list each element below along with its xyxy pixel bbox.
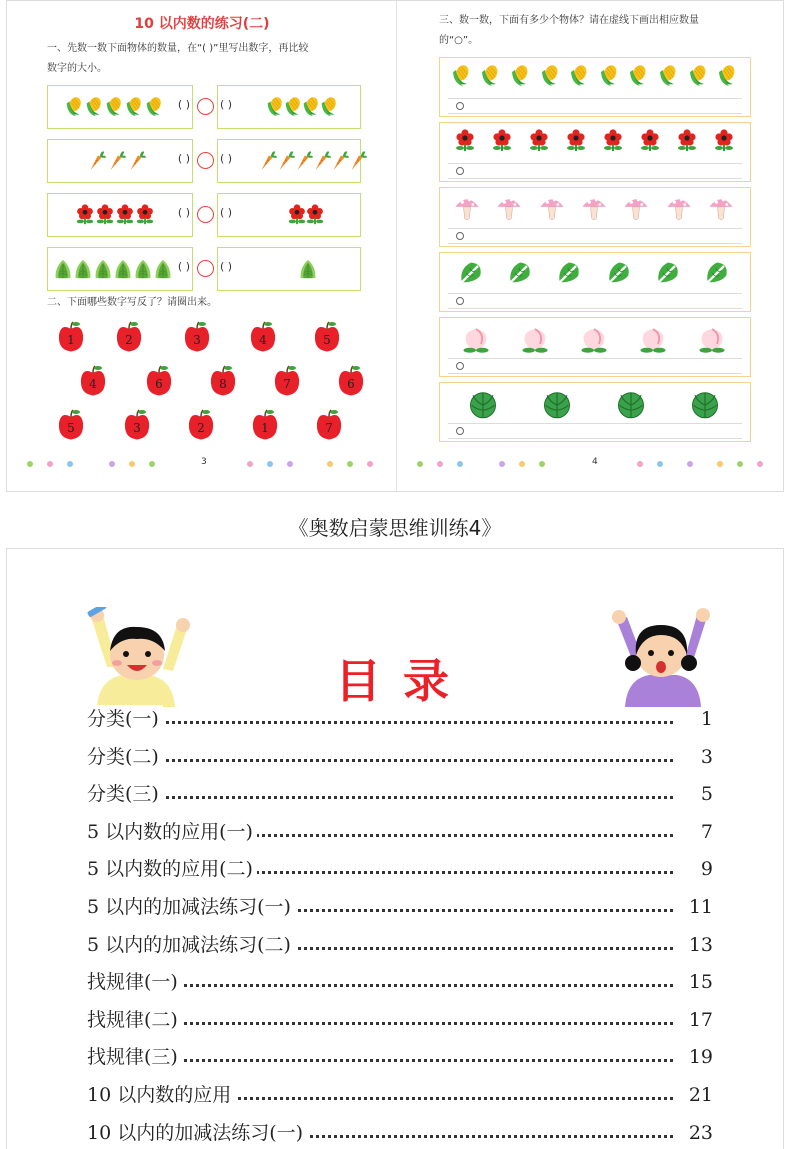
toc-entry-page: 1: [700, 708, 713, 730]
mushroom-icon: [707, 194, 735, 222]
cabbage-icon: [616, 389, 646, 419]
right-count-box: [217, 85, 361, 129]
vegetable-icon: [703, 259, 731, 287]
corn-icon: [686, 64, 710, 88]
writing-line: [448, 358, 742, 359]
toc-entry-label: 5 以内数的应用(二): [87, 855, 257, 883]
flower-icon: [134, 204, 156, 226]
book-title: 《奥数启蒙思维训练4》: [288, 516, 502, 540]
peach-icon: [579, 324, 609, 354]
decor-dot: [247, 461, 253, 467]
corn-icon: [103, 96, 125, 118]
vegetable-icon: [506, 259, 534, 287]
flower-icon: [453, 129, 477, 153]
question-1-line-2: 数字的大小。: [47, 63, 107, 74]
toc-entry[interactable]: [87, 743, 713, 773]
answer-blank[interactable]: ( ): [220, 152, 233, 165]
corn-icon: [508, 64, 532, 88]
writing-line: [448, 243, 742, 244]
toc-entry[interactable]: [87, 1043, 713, 1073]
corn-icon: [626, 64, 650, 88]
answer-blank[interactable]: ( ): [177, 206, 190, 219]
writing-line: [448, 308, 742, 309]
svg-text:7: 7: [325, 421, 333, 435]
peach-icon: [697, 324, 727, 354]
apple-digit[interactable]: [337, 365, 365, 397]
toc-entry-label: 5 以内的加减法练习(一): [87, 893, 295, 921]
toc-entry-page: 19: [688, 1046, 713, 1069]
mushroom-icon: [538, 194, 566, 222]
writing-line: [448, 423, 742, 424]
book-spread: [6, 0, 784, 492]
apple-digit[interactable]: [145, 365, 173, 397]
right-count-box: [217, 193, 361, 237]
answer-blank[interactable]: ( ): [220, 98, 233, 111]
carrot-icon: [125, 150, 147, 172]
apple-digit[interactable]: [79, 365, 107, 397]
sample-circle: [456, 232, 464, 240]
page-number: 4: [592, 457, 598, 467]
peach-icon: [638, 324, 668, 354]
toc-entry-label: 找规律(一): [87, 968, 182, 996]
question-3-line-1: 三、数一数，下面有多少个物体？请在虚线下画出相应数量: [439, 15, 699, 26]
writing-line: [448, 178, 742, 179]
svg-text:5: 5: [323, 333, 331, 347]
toc-entry-page: 7: [700, 820, 713, 843]
apple-digit[interactable]: [313, 321, 341, 353]
girl-illustration: [603, 607, 733, 707]
decor-dot: [367, 461, 373, 467]
count-box: [439, 252, 751, 312]
bamboo-shoot-icon: [92, 258, 114, 280]
writing-line: [448, 163, 742, 164]
toc-entry-label: 分类(二): [87, 743, 163, 771]
vegetable-icon: [555, 259, 583, 287]
bamboo-shoot-icon: [132, 258, 154, 280]
sample-circle: [456, 167, 464, 175]
toc-entry-label: 找规律(三): [87, 1043, 182, 1071]
flower-icon: [564, 129, 588, 153]
left-count-box: [47, 139, 193, 183]
svg-text:4: 4: [259, 333, 267, 347]
corn-icon: [143, 96, 165, 118]
apple-digit[interactable]: [251, 409, 279, 441]
vegetable-icon: [457, 259, 485, 287]
mushroom-icon: [453, 194, 481, 222]
decor-dot: [437, 461, 443, 467]
vegetable-icon: [605, 259, 633, 287]
flower-icon: [712, 129, 736, 153]
answer-blank[interactable]: ( ): [220, 260, 233, 273]
compare-circle[interactable]: [197, 206, 214, 223]
writing-line: [448, 228, 742, 229]
exercise-title: 10 以内数的练习(二): [134, 16, 270, 32]
toc-entry[interactable]: [87, 931, 713, 961]
svg-text:1: 1: [261, 421, 269, 435]
left-count-box: [47, 85, 193, 129]
decor-dot: [27, 461, 33, 467]
toc-entry-page: 21: [688, 1084, 713, 1106]
decor-dot: [539, 461, 545, 467]
compare-circle[interactable]: [197, 260, 214, 277]
count-box: [439, 317, 751, 377]
apple-digit[interactable]: [273, 365, 301, 397]
sample-circle: [456, 102, 464, 110]
toc-entry-label: 10 以内数的应用: [87, 1081, 235, 1109]
bamboo-shoot-icon: [152, 258, 174, 280]
toc-entry[interactable]: [87, 705, 713, 735]
toc-entry-page: 3: [700, 745, 713, 768]
svg-text:8: 8: [219, 377, 227, 391]
corn-icon: [656, 64, 680, 88]
toc-entry[interactable]: [87, 1081, 713, 1111]
decor-dot: [67, 461, 73, 467]
writing-line: [448, 113, 742, 114]
toc-entry[interactable]: [87, 893, 713, 923]
bamboo-shoot-icon: [112, 258, 134, 280]
decor-dot: [757, 461, 763, 467]
decor-dot: [327, 461, 333, 467]
svg-text:2: 2: [125, 333, 133, 347]
count-box: [439, 187, 751, 247]
left-count-box: [47, 247, 193, 291]
decor-dot: [457, 461, 463, 467]
carrot-icon: [85, 150, 107, 172]
writing-line: [448, 373, 742, 374]
corn-icon: [123, 96, 145, 118]
toc-leader-dots: [87, 721, 673, 724]
toc-entry-page: 5: [700, 783, 713, 806]
svg-text:4: 4: [89, 377, 97, 391]
apple-digit[interactable]: [57, 321, 85, 353]
cabbage-icon: [690, 389, 720, 419]
flower-icon: [74, 204, 96, 226]
toc-entry-page: 9: [700, 858, 713, 881]
corn-icon: [63, 96, 85, 118]
apple-digit[interactable]: [123, 409, 151, 441]
decor-dot: [417, 461, 423, 467]
flower-icon: [675, 129, 699, 153]
vegetable-icon: [654, 259, 682, 287]
toc-entry-label: 找规律(二): [87, 1006, 182, 1034]
writing-line: [448, 293, 742, 294]
writing-line: [448, 438, 742, 439]
carrot-icon: [105, 150, 127, 172]
svg-text:2: 2: [197, 421, 205, 435]
toc-entry-label: 分类(一): [87, 705, 163, 733]
decor-dot: [149, 461, 155, 467]
cabbage-icon: [468, 389, 498, 419]
mushroom-icon: [622, 194, 650, 222]
answer-blank[interactable]: ( ): [177, 152, 190, 165]
page-3: [7, 1, 397, 491]
carrot-icon: [346, 150, 368, 172]
flower-icon: [304, 204, 326, 226]
toc-leader-dots: [87, 759, 673, 762]
question-2-text: 二、下面哪些数字写反了？请圈出来。: [47, 297, 217, 308]
svg-text:5: 5: [67, 421, 75, 435]
boy-illustration: [77, 607, 207, 707]
toc-entry-page: 13: [688, 933, 713, 956]
toc-page: [6, 548, 784, 1149]
flower-icon: [527, 129, 551, 153]
toc-entry-label: 5 以内数的应用(一): [87, 818, 257, 846]
decor-dot: [519, 461, 525, 467]
count-box: [439, 57, 751, 117]
toc-entry-page: 11: [688, 896, 713, 918]
apple-digit[interactable]: [187, 409, 215, 441]
toc-entry[interactable]: [87, 968, 713, 998]
toc-entry-label: 分类(三): [87, 780, 163, 808]
sample-circle: [456, 362, 464, 370]
toc-entry[interactable]: [87, 1006, 713, 1036]
mushroom-icon: [495, 194, 523, 222]
mushroom-icon: [580, 194, 608, 222]
answer-blank[interactable]: ( ): [220, 206, 233, 219]
svg-text:1: 1: [67, 333, 75, 347]
answer-blank[interactable]: ( ): [177, 260, 190, 273]
toc-entry-label: 10 以内的加减法练习(一): [87, 1119, 307, 1147]
toc-entry-page: 17: [688, 1008, 713, 1031]
corn-icon: [597, 64, 621, 88]
apple-digit[interactable]: [209, 365, 237, 397]
decor-dot: [687, 461, 693, 467]
toc-entry[interactable]: [87, 818, 713, 848]
toc-entry[interactable]: [87, 780, 713, 810]
svg-text:3: 3: [193, 333, 201, 347]
decor-dot: [267, 461, 273, 467]
corn-icon: [538, 64, 562, 88]
svg-text:3: 3: [133, 421, 141, 435]
bamboo-shoot-icon: [52, 258, 74, 280]
decorative-dots: [27, 459, 387, 469]
question-3-line-2: 的“○”。: [439, 35, 479, 46]
flower-icon: [601, 129, 625, 153]
flower-icon: [114, 204, 136, 226]
count-box: [439, 382, 751, 442]
corn-icon: [715, 64, 739, 88]
bamboo-shoot-icon: [297, 258, 319, 280]
decor-dot: [717, 461, 723, 467]
left-count-box: [47, 193, 193, 237]
toc-entry-page: 23: [688, 1121, 713, 1144]
toc-entry[interactable]: [87, 1119, 713, 1149]
answer-blank[interactable]: ( ): [177, 98, 190, 111]
svg-text:6: 6: [347, 377, 355, 391]
decor-dot: [347, 461, 353, 467]
apple-digit[interactable]: [249, 321, 277, 353]
count-box: [439, 122, 751, 182]
svg-text:7: 7: [283, 377, 291, 391]
bamboo-shoot-icon: [72, 258, 94, 280]
right-count-box: [217, 139, 361, 183]
decor-dot: [287, 461, 293, 467]
corn-icon: [567, 64, 591, 88]
corn-icon: [449, 64, 473, 88]
sample-circle: [456, 297, 464, 305]
decor-dot: [737, 461, 743, 467]
toc-entry-page: 15: [688, 971, 713, 994]
peach-icon: [520, 324, 550, 354]
decor-dot: [499, 461, 505, 467]
page-4: [399, 1, 783, 491]
flower-icon: [638, 129, 662, 153]
mushroom-icon: [665, 194, 693, 222]
toc-leader-dots: [87, 796, 673, 799]
decor-dot: [637, 461, 643, 467]
toc-entry-label: 5 以内的加减法练习(二): [87, 931, 295, 959]
compare-circle[interactable]: [197, 152, 214, 169]
page-number: 3: [201, 457, 207, 467]
right-count-box: [217, 247, 361, 291]
question-1-line-1: 一、先数一数下面物体的数量，在“( )”里写出数字，再比较: [47, 43, 309, 54]
compare-circle[interactable]: [197, 98, 214, 115]
apple-digit[interactable]: [57, 409, 85, 441]
apple-digit[interactable]: [183, 321, 211, 353]
flower-icon: [94, 204, 116, 226]
corn-icon: [478, 64, 502, 88]
writing-line: [448, 98, 742, 99]
toc-heading: 目录: [335, 654, 471, 708]
decor-dot: [109, 461, 115, 467]
peach-icon: [461, 324, 491, 354]
apple-digit[interactable]: [115, 321, 143, 353]
apple-digit[interactable]: [315, 409, 343, 441]
svg-text:6: 6: [155, 377, 163, 391]
decor-dot: [47, 461, 53, 467]
toc-entry[interactable]: [87, 855, 713, 885]
flower-icon: [490, 129, 514, 153]
corn-icon: [83, 96, 105, 118]
decor-dot: [129, 461, 135, 467]
sample-circle: [456, 427, 464, 435]
corn-icon: [318, 96, 340, 118]
decor-dot: [657, 461, 663, 467]
cabbage-icon: [542, 389, 572, 419]
